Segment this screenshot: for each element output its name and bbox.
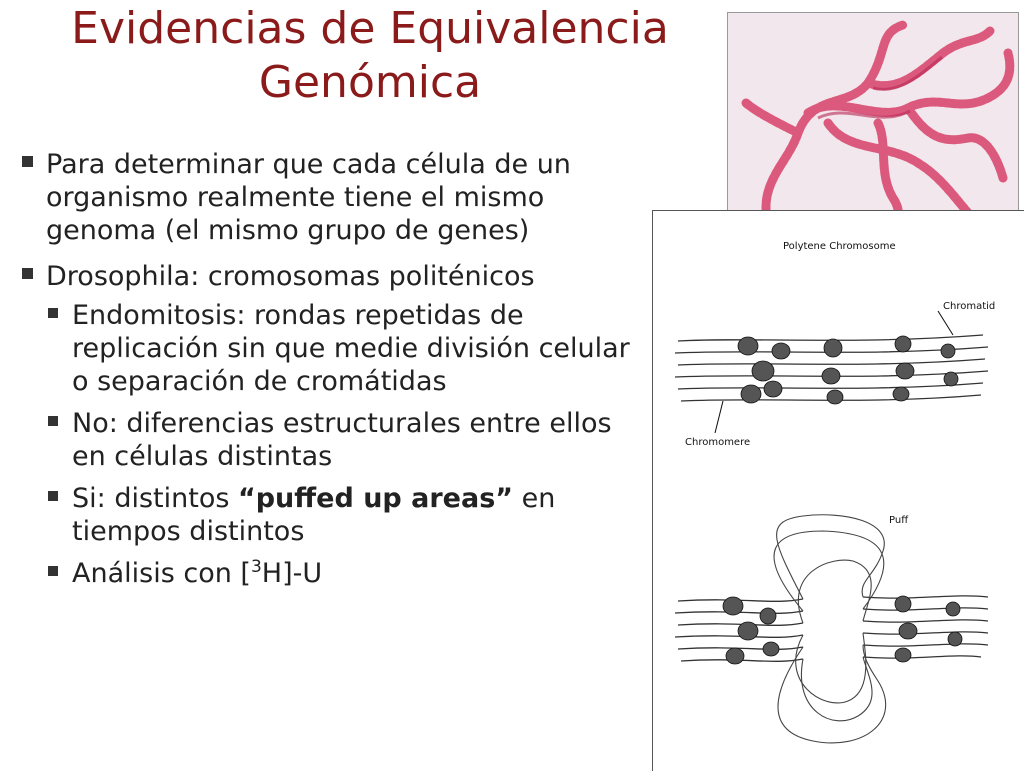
title-line-1: Evidencias de Equivalencia [71, 3, 669, 54]
square-bullet-icon [22, 156, 33, 167]
square-bullet-icon [22, 268, 33, 279]
square-bullet-icon [48, 491, 58, 501]
bullet-endomitosis: Endomitosis: rondas repetidas de replicación sin que medie división celular o separación de cromátidas [22, 299, 644, 398]
diagram-title: Polytene Chromosome [783, 241, 896, 252]
label-chromatid: Chromatid [943, 301, 996, 312]
bullet-analysis: Análisis con [$^3$H]-U [22, 557, 644, 590]
bullet-genome: Para determinar que cada célula de un organismo realmente tiene el mismo genoma (el mismo grupo de genes) [22, 148, 644, 247]
puffed-up-areas-emphasis: “puffed up areas” [237, 483, 514, 514]
title-line-2: Genómica [258, 57, 482, 108]
bullet-list [22, 148, 644, 599]
bullet-no-differences: No: diferencias estructurales entre ellos en células distintas [22, 407, 644, 473]
polytene-chromosome-photo [727, 12, 1019, 234]
label-puff: Puff [889, 515, 909, 526]
slide-title [20, 2, 720, 110]
square-bullet-icon [48, 416, 58, 426]
bullet-puffed-areas: Si: distintos “puffed up areas” en tiempos distintos [22, 482, 644, 548]
square-bullet-icon [48, 566, 58, 576]
bullet-drosophila: Drosophila: cromosomas politénicos [22, 260, 644, 293]
chromosome-drawing [653, 211, 1024, 771]
label-chromomere: Chromomere [685, 437, 751, 448]
stained-chromosome-image [728, 13, 1018, 233]
square-bullet-icon [48, 308, 58, 318]
polytene-chromosome-diagram [652, 210, 1024, 771]
